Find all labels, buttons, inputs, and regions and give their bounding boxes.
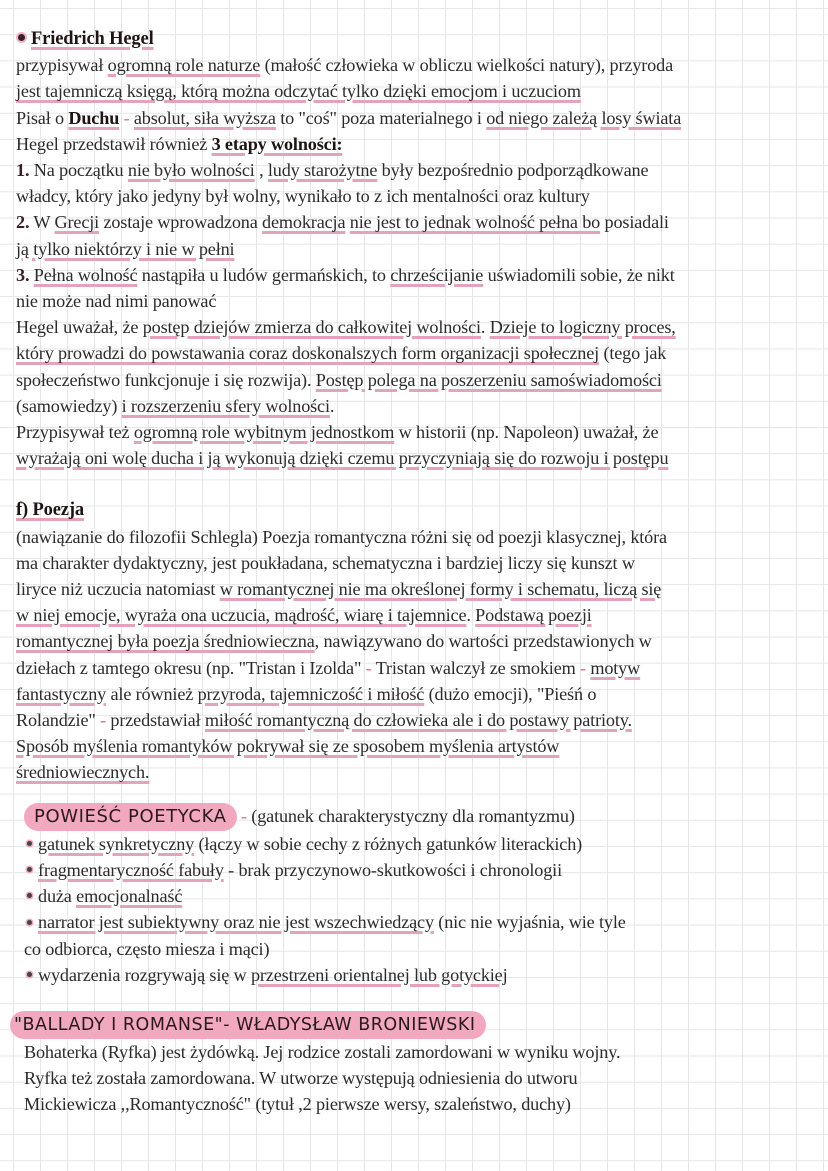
text-span: co odbiorca, często miesza i mąci) — [24, 938, 270, 959]
text-span: emocjonalnaść — [76, 886, 183, 907]
spacer — [16, 988, 816, 1010]
ballady-title-highlight: "BALLADY I ROMANSE"- WŁADYSŁAW BRONIEWSKI — [10, 1011, 486, 1039]
powiesc-bullet-4-cont — [16, 936, 816, 962]
text-span: to "coś" poza materialnego i — [275, 107, 487, 128]
text-span: Ryfka też została zamordowana. W utworze występują odniesienia do utworu — [24, 1068, 578, 1089]
ballady-heading — [16, 1010, 816, 1039]
text-span: średniowiecznych. — [16, 762, 150, 783]
text-span: nastąpiła u ludów germańskich, to — [137, 264, 391, 285]
text-span: Postęp polega na poszerzeniu samoświadomości — [315, 369, 662, 390]
poezja-line-2 — [16, 550, 816, 576]
text-span: posiadali — [600, 212, 669, 233]
text-span: ludy starożytne — [267, 160, 378, 181]
text-span: Grecji — [54, 212, 100, 233]
text-span: Pełna wolność — [33, 264, 138, 285]
text-span: , nawiązywano do wartości przedstawionych w — [314, 631, 652, 652]
text-span: - — [236, 805, 252, 826]
text-span: Przypisywał też — [16, 422, 134, 443]
ballady-line-1 — [16, 1039, 816, 1065]
text-span: . — [329, 395, 335, 416]
hegel-line-4 — [16, 131, 816, 157]
text-span: demokracja — [262, 212, 346, 233]
hegel-line-1 — [16, 52, 816, 78]
bullet-icon — [27, 972, 32, 977]
hegel-line-3 — [16, 105, 816, 131]
hegel-heading — [16, 26, 816, 52]
text-span: (dużo emocji), "Pieśń o — [424, 683, 597, 704]
ballady-line-3 — [16, 1091, 816, 1117]
bullet-icon — [27, 920, 32, 925]
bullet-icon — [27, 893, 32, 898]
text-span: - brak przyczynowo-skutkowości i chronologii — [223, 859, 562, 880]
text-span: (samowiedzy) — [16, 395, 122, 416]
powiesc-bullet-4 — [16, 909, 816, 935]
text-span: liryce niż uczucia natomiast — [16, 579, 220, 600]
text-span: nie może nad nimi panować — [16, 291, 217, 312]
text-span: Duchu — [68, 107, 120, 128]
text-span: 3. — [16, 264, 30, 285]
text-span: nie jest to jednak wolność pełna bo — [349, 212, 601, 233]
stage-2 — [16, 209, 816, 235]
text-span: romantycznej była poezja średniowieczna — [16, 631, 315, 652]
text-span: jest tajemniczą księgą, którą można odczytać tylko dzięki emocjom i uczuciom — [16, 81, 581, 102]
bullet-dot-icon — [18, 34, 25, 41]
spacer — [16, 471, 816, 497]
text-span: gatunek synkretyczny — [38, 833, 195, 854]
text-span: Bohaterka (Ryfka) jest żydówką. Jej rodzice zostali zamordowani w wyniku wojny. — [24, 1041, 621, 1062]
text-span: (tego jak — [599, 343, 667, 364]
text-span: nie było wolności — [127, 160, 255, 181]
text-span: Dzieje to logiczny proces, — [489, 317, 676, 338]
text-span: ogromną role wybitnym jednostkom — [133, 422, 395, 443]
text-span: przestrzeni orientalnej lub gotyckiej — [250, 964, 508, 985]
spacer — [16, 786, 816, 802]
text-span: - — [580, 657, 586, 678]
stage-3-cont — [16, 288, 816, 314]
text-span: wydarzenia rozgrywają się w — [38, 964, 251, 985]
text-span: ale również — [106, 683, 198, 704]
bullet-icon — [27, 841, 32, 846]
text-span: (gatunek charakterystyczny dla romantyzmu) — [251, 805, 575, 826]
text-span: 1. — [16, 160, 30, 181]
text-span: fragmentaryczność fabuły — [38, 859, 224, 880]
text-span: - — [119, 107, 134, 128]
text-span: narrator jest subiektywny oraz nie jest wszechwiedzący — [38, 912, 434, 933]
text-span: i rozszerzeniu sfery wolności — [121, 395, 330, 416]
text-span: postęp dziejów zmierza do całkowitej wolności — [142, 317, 481, 338]
poezja-line-4 — [16, 602, 816, 628]
text-span: 2. — [16, 212, 30, 233]
text-span: fantastyczny — [16, 683, 107, 704]
text-span: ma charakter dydaktyczny, jest poukładana, schematyczna i bardziej liczy się kunszt w — [16, 552, 635, 573]
powiesc-heading — [16, 802, 816, 831]
powiesc-bullet-1 — [16, 831, 816, 857]
text-span: Na początku — [29, 160, 128, 181]
text-span: motyw — [590, 657, 641, 678]
text-span: Sposób myślenia romantyków pokrywał się ze sposobem myślenia artystów — [16, 736, 560, 757]
text-span: - — [365, 657, 372, 678]
powiesc-bullet-2 — [16, 857, 816, 883]
text-span: - — [100, 710, 106, 731]
text-span: zostaje wprowadzona — [99, 212, 263, 233]
text-span: f) Poezja — [16, 500, 84, 521]
text-span: (małość człowieka w obliczu wielkości natury), przyroda — [260, 55, 673, 76]
poezja-heading — [16, 497, 816, 523]
text-span: . — [466, 605, 476, 626]
text-span: miłość romantyczną do człowieka ale i do postawy patrioty. — [204, 710, 632, 731]
ballady-line-2 — [16, 1065, 816, 1091]
text-span: Pisał o — [16, 107, 69, 128]
notes-page — [16, 26, 816, 1118]
text-span: wyrażają oni wolę ducha i ją wykonują dzięki czemu przyczyniają się do rozwoju i postępu — [16, 448, 669, 469]
poezja-line-1 — [16, 524, 816, 550]
text-span: w niej emocje, wyraża ona uczucia, mądrość, wiarę i tajemnice — [16, 605, 467, 626]
text-span: w historii (np. Napoleon) uważał, że — [394, 422, 659, 443]
text-span: Hegel przedstawił również — [16, 133, 212, 154]
stage-1 — [16, 157, 816, 183]
text-span: (nawiązanie do filozofii Schlegla) Poezja romantyczna różni się od poezji klasycznej, która — [16, 526, 667, 547]
text-span: ją tylko niektórzy i nie w pełni — [16, 238, 235, 259]
stage-2-cont — [16, 236, 816, 262]
text-span: przyroda, tajemniczość i miłość — [197, 683, 425, 704]
text-span: Hegel uważał, że — [16, 317, 143, 338]
text-span: (łączy w sobie cechy z różnych gatunków literackich) — [194, 833, 583, 854]
hegel-para-1 — [16, 314, 816, 340]
poezja-line-10 — [16, 759, 816, 785]
hegel-para-3 — [16, 367, 816, 393]
text-span: , — [254, 160, 268, 181]
stage-3 — [16, 262, 816, 288]
text-span: ogromną role naturze — [107, 55, 261, 76]
text-span: W — [29, 212, 55, 233]
text-span: duża — [38, 886, 77, 907]
powiesc-bullet-5 — [16, 962, 816, 988]
text-span: Mickiewicza ,,Romantyczność" (tytuł ,2 pierwsze wersy, szaleństwo, duchy) — [24, 1094, 571, 1115]
text-span: chrześcijanie — [390, 264, 484, 285]
text-span: od niego zależą losy świata — [486, 107, 682, 128]
hegel-line-2 — [16, 78, 816, 104]
text-span: Podstawą poezji — [475, 605, 592, 626]
poezja-line-3 — [16, 576, 816, 602]
text-span: dziełach z tamtego okresu (np. "Tristan i Izolda" — [16, 657, 366, 678]
text-span: Rolandzie" — [16, 710, 101, 731]
hegel-para-5 — [16, 419, 816, 445]
text-span: przedstawiał — [105, 710, 205, 731]
text-span: który prowadzi do powstawania coraz doskonalszych form organizacji społecznej — [16, 343, 600, 364]
text-span: w romantycznej nie ma określonej formy i schematu, liczą się — [219, 579, 662, 600]
text-span: (nic nie wyjaśnia, wie tyle — [433, 912, 626, 933]
text-span: władcy, który jako jedyny był wolny, wynikało to z ich mentalności oraz kultury — [16, 186, 590, 207]
stage-1-cont — [16, 183, 816, 209]
poezja-line-9 — [16, 733, 816, 759]
text-span: były bezpośrednio podporządkowane — [377, 160, 649, 181]
text-span: przypisywał — [16, 55, 108, 76]
text-span: . — [480, 317, 490, 338]
poezja-line-6 — [16, 655, 816, 681]
bullet-icon — [27, 867, 32, 872]
text-span: 3 etapy wolności: — [211, 133, 343, 154]
text-span: uświadomili sobie, że nikt — [483, 264, 675, 285]
text-span: absolut, siła wyższa — [133, 107, 276, 128]
text-span: Tristan walczył ze smokiem — [371, 657, 581, 678]
poezja-line-5 — [16, 628, 816, 654]
powiesc-title-highlight: POWIEŚĆ POETYCKA — [24, 803, 237, 831]
poezja-line-7 — [16, 681, 816, 707]
hegel-title: Friedrich Hegel — [31, 29, 154, 49]
hegel-para-2 — [16, 340, 816, 366]
text-span: społeczeństwo funkcjonuje i się rozwija). — [16, 369, 316, 390]
poezja-line-8 — [16, 707, 816, 733]
hegel-para-6 — [16, 445, 816, 471]
hegel-para-4 — [16, 393, 816, 419]
powiesc-bullet-3 — [16, 883, 816, 909]
